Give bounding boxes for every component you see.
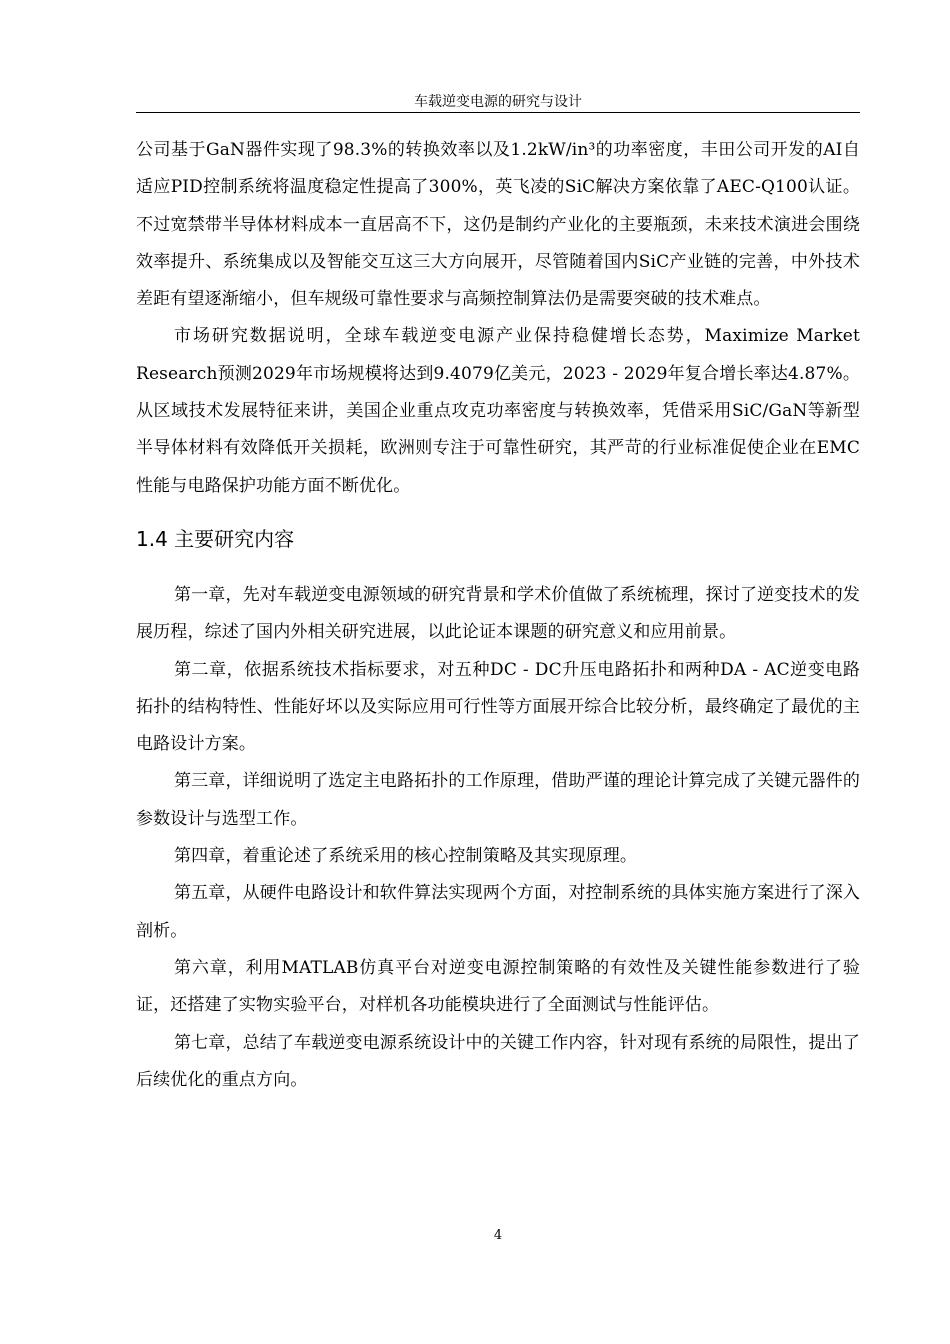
document-body xyxy=(136,132,860,1099)
page-number: 4 xyxy=(493,1228,503,1243)
paragraph-market-research: 市场研究数据说明，全球车载逆变电源产业保持稳健增长态势，Maximize Market Research预测2029年市场规模将达到9.4079亿美元，2023 - 2029年复合增长率达4.87%。从区域技术发展特征来讲，美国企业重点攻克功率密度与转换效率，凭借采用SiC/GaN等新型半导体材料有效降低开关损耗，欧洲则专注于可靠性研究，其严苛的行业标准促使企业在EMC性能与电路保护功能方面不断优化。 xyxy=(136,326,860,496)
paragraph-chapter-1: 第一章，先对车载逆变电源领域的研究背景和学术价值做了系统梳理，探讨了逆变技术的发展历程，综述了国内外相关研究进展，以此论证本课题的研究意义和应用前景。 xyxy=(136,584,860,643)
running-header: 车载逆变电源的研究与设计 xyxy=(414,94,582,110)
paragraph-chapter-5: 第五章，从硬件电路设计和软件算法实现两个方面，对控制系统的具体实施方案进行了深入剖析。 xyxy=(136,883,860,941)
header-rule xyxy=(136,112,860,113)
paragraph-chapter-2: 第二章，依据系统技术指标要求，对五种DC - DC升压电路拓扑和两种DA - AC逆变电路拓扑的结构特性、性能好坏以及实际应用可行性等方面展开综合比较分析，最终确定了最优的主电路设计方案。 xyxy=(136,659,860,755)
paragraph-chapter-3: 第三章，详细说明了选定主电路拓扑的工作原理，借助严谨的理论计算完成了关键元器件的参数设计与选型工作。 xyxy=(136,771,860,829)
paragraph-continued: 公司基于GaN器件实现了98.3%的转换效率以及1.2kW/in³的功率密度，丰田公司开发的AI自适应PID控制系统将温度稳定性提高了300%，英飞凌的SiC解决方案依靠了AEC-Q100认证。不过宽禁带半导体材料成本一直居高不下，这仍是制约产业化的主要瓶颈，未来技术演进会围绕效率提升、系统集成以及智能交互这三大方向展开，尽管随着国内SiC产业链的完善，中外技术差距有望逐渐缩小，但车规级可靠性要求与高频控制算法仍是需要突破的技术难点。 xyxy=(136,140,860,310)
paragraph-chapter-4: 第四章，着重论述了系统采用的核心控制策略及其实现原理。 xyxy=(174,846,638,867)
paragraph-chapter-6: 第六章，利用MATLAB仿真平台对逆变电源控制策略的有效性及关键性能参数进行了验证，还搭建了实物实验平台，对样机各功能模块进行了全面测试与性能评估。 xyxy=(136,957,860,1016)
section-heading: 1.4 主要研究内容 xyxy=(136,526,295,551)
paragraph-chapter-7: 第七章，总结了车载逆变电源系统设计中的关键工作内容，针对现有系统的局限性，提出了后续优化的重点方向。 xyxy=(136,1032,860,1090)
